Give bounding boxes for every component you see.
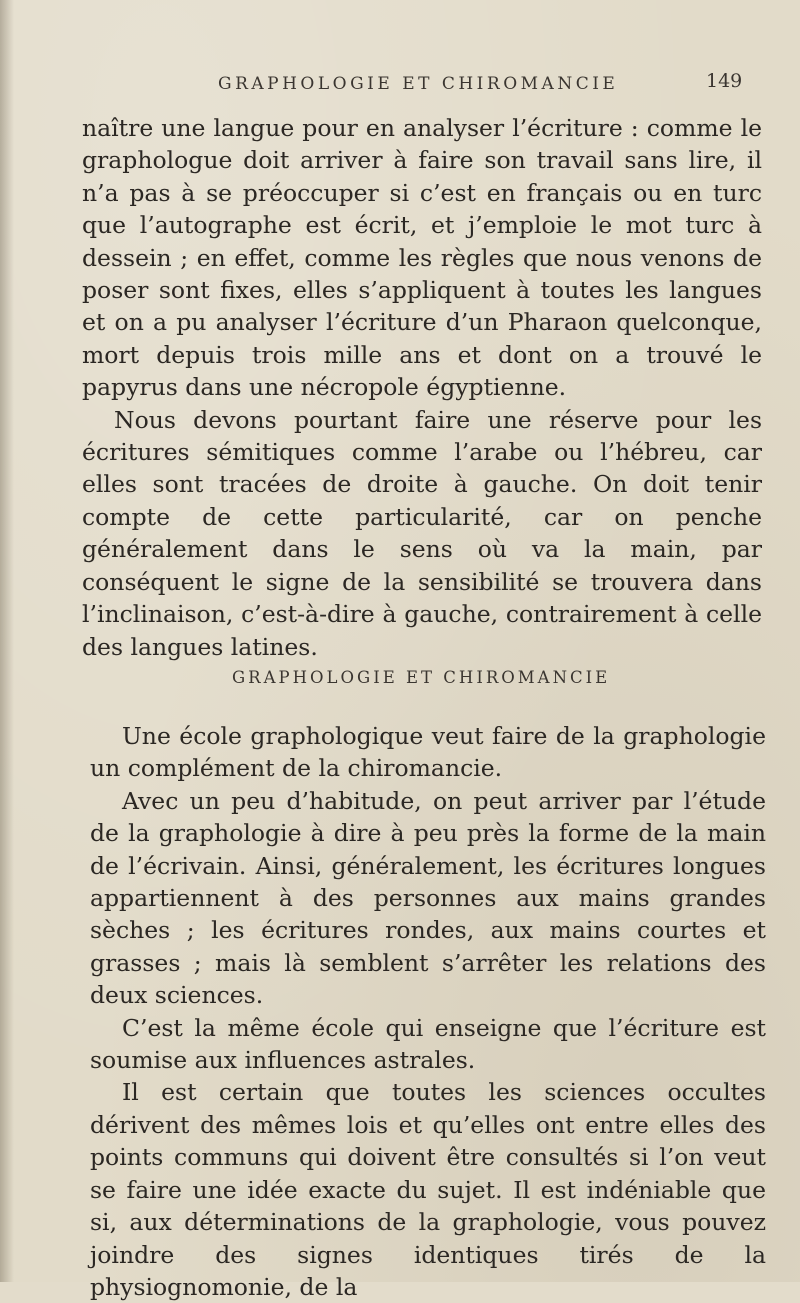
section-text — [90, 720, 766, 1303]
section-heading: GRAPHOLOGIE ET CHIROMANCIE — [232, 668, 611, 687]
paragraph: Nous devons pourtant faire une réserve pour les écritures sémitiques comme l’arabe ou l’hébreu, car elles sont tracées de droite à gauche. On doit tenir compte de cette particularité, car on penche généralement dans le sens où va la main, par conséquent le signe de la sensibilité se trouvera dans l’inclinaison, c’est-à-dire à gauche, contrairement à celle des langues latines. — [82, 405, 762, 661]
paragraph: Une école graphologique veut faire de la graphologie un complément de la chiromancie. — [90, 722, 766, 783]
paragraph-continued: naître une langue pour en analyser l’écriture : comme le graphologue doit arriver à faire son travail sans lire, il n’a pas à se préoccuper si c’est en français ou en turc que l’autographe est écrit, et j’emploie le mot turc à dessein ; en effet, comme les règles que nous venons de poser sont fixes, elles s’appliquent à toutes les langues et on a pu analyser l’écriture d’un Pharaon quelconque, mort depuis trois mille ans et dont on a trouvé le papyrus dans une nécropole égyptienne. — [82, 114, 762, 402]
paragraph: Avec un peu d’habitude, on peut arriver par l’étude de la graphologie à dire à peu près la forme de la main de l’écrivain. Ainsi, généralement, les écritures longues appartiennent à des personnes aux mains grandes sèches ; les écritures rondes, aux mains courtes et grasses ; mais là semblent s’arrêter les relations des deux sciences. — [90, 786, 766, 1010]
page-number: 149 — [706, 70, 743, 92]
paragraph: Il est certain que toutes les sciences occultes dérivent des mêmes lois et qu’elles ont entre elles des points communs qui doivent être consultés si l’on veut se faire une idée exacte du sujet. Il est indéniable que si, aux déterminations de la graphologie, vous pouvez joindre des signes identiques tirés de la physiognomonie, de la — [90, 1078, 766, 1301]
body-text — [82, 112, 762, 663]
running-head: GRAPHOLOGIE ET CHIROMANCIE — [218, 74, 619, 94]
paragraph: C’est la même école qui enseigne que l’écriture est soumise aux influences astrales. — [90, 1013, 766, 1075]
page-gutter-shadow — [0, 0, 14, 1282]
